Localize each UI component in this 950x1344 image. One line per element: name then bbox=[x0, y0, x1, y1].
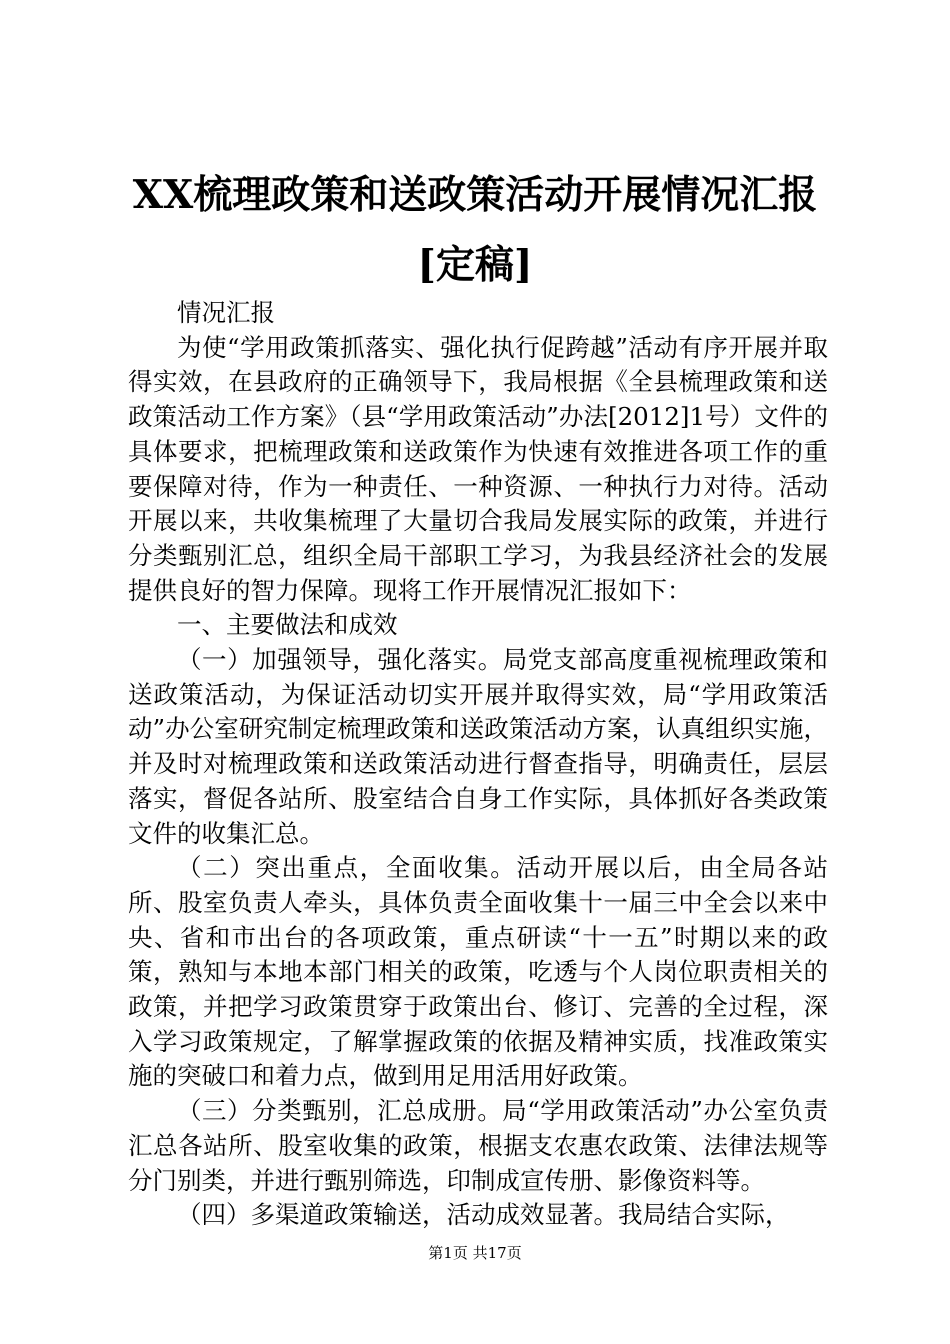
intro-paragraph: 为使“学用政策抓落实、强化执行促跨越”活动有序开展并取得实效，在县政府的正确领导下，我局根据《全县梳理政策和送政策活动工作方案》（县“学用政策活动”办法[2012]1号）文件的具体要求，把梳理政策和送政策作为快速有效推进各项工作的重要保障对待，作为一种责任、一种资源、一种执行力对待。活动开展以来，共收集梳理了大量切合我局发展实际的政策，并进行分类甄别汇总，组织全局干部职工学习，为我县经济社会的发展提供良好的智力保障。现将工作开展情况汇报如下： bbox=[128, 332, 828, 605]
document-title: XX梳理政策和送政策活动开展情况汇报[定稿] bbox=[132, 172, 818, 288]
section-heading: 一、主要做法和成效 bbox=[177, 610, 398, 640]
paragraph-item-1: （一）加强领导，强化落实。局党支部高度重视梳理政策和送政策活动，为保证活动切实开展并取得实效，局“学用政策活动”办公室研究制定梳理政策和送政策活动方案，认真组织实施，并及时对梳理政策和送政策活动进行督查指导，明确责任，层层落实，督促各站所、股室结合自身工作实际，具体抓好各类政策文件的收集汇总。 bbox=[128, 645, 828, 848]
document-body bbox=[128, 296, 828, 1233]
paragraph-item-3: （三）分类甄别，汇总成册。局“学用政策活动”办公室负责汇总各站所、股室收集的政策，根据支农惠农政策、法律法规等分门别类，并进行甄别筛选，印制成宣传册、影像资料等。 bbox=[128, 1096, 828, 1195]
section-label: 情况汇报 bbox=[177, 298, 275, 327]
paragraph-item-2: （二）突出重点，全面收集。活动开展以后，由全局各站所、股室负责人牵头，具体负责全面收集十一届三中全会以来中央、省和市出台的各项政策，重点研读“十一五”时期以来的政策，熟知与本地本部门相关的政策，吃透与个人岗位职责相关的政策，并把学习政策贯穿于政策出台、修订、完善的全过程，深入学习政策规定，了解掌握政策的依据及精神实质，找准政策实施的突破口和着力点，做到用足用活用好政策。 bbox=[128, 853, 828, 1091]
page-number-footer: 第1页 共17页 bbox=[428, 1244, 522, 1262]
paragraph-item-4: （四）多渠道政策输送，活动成效显著。我局结合实际， bbox=[177, 1200, 790, 1230]
